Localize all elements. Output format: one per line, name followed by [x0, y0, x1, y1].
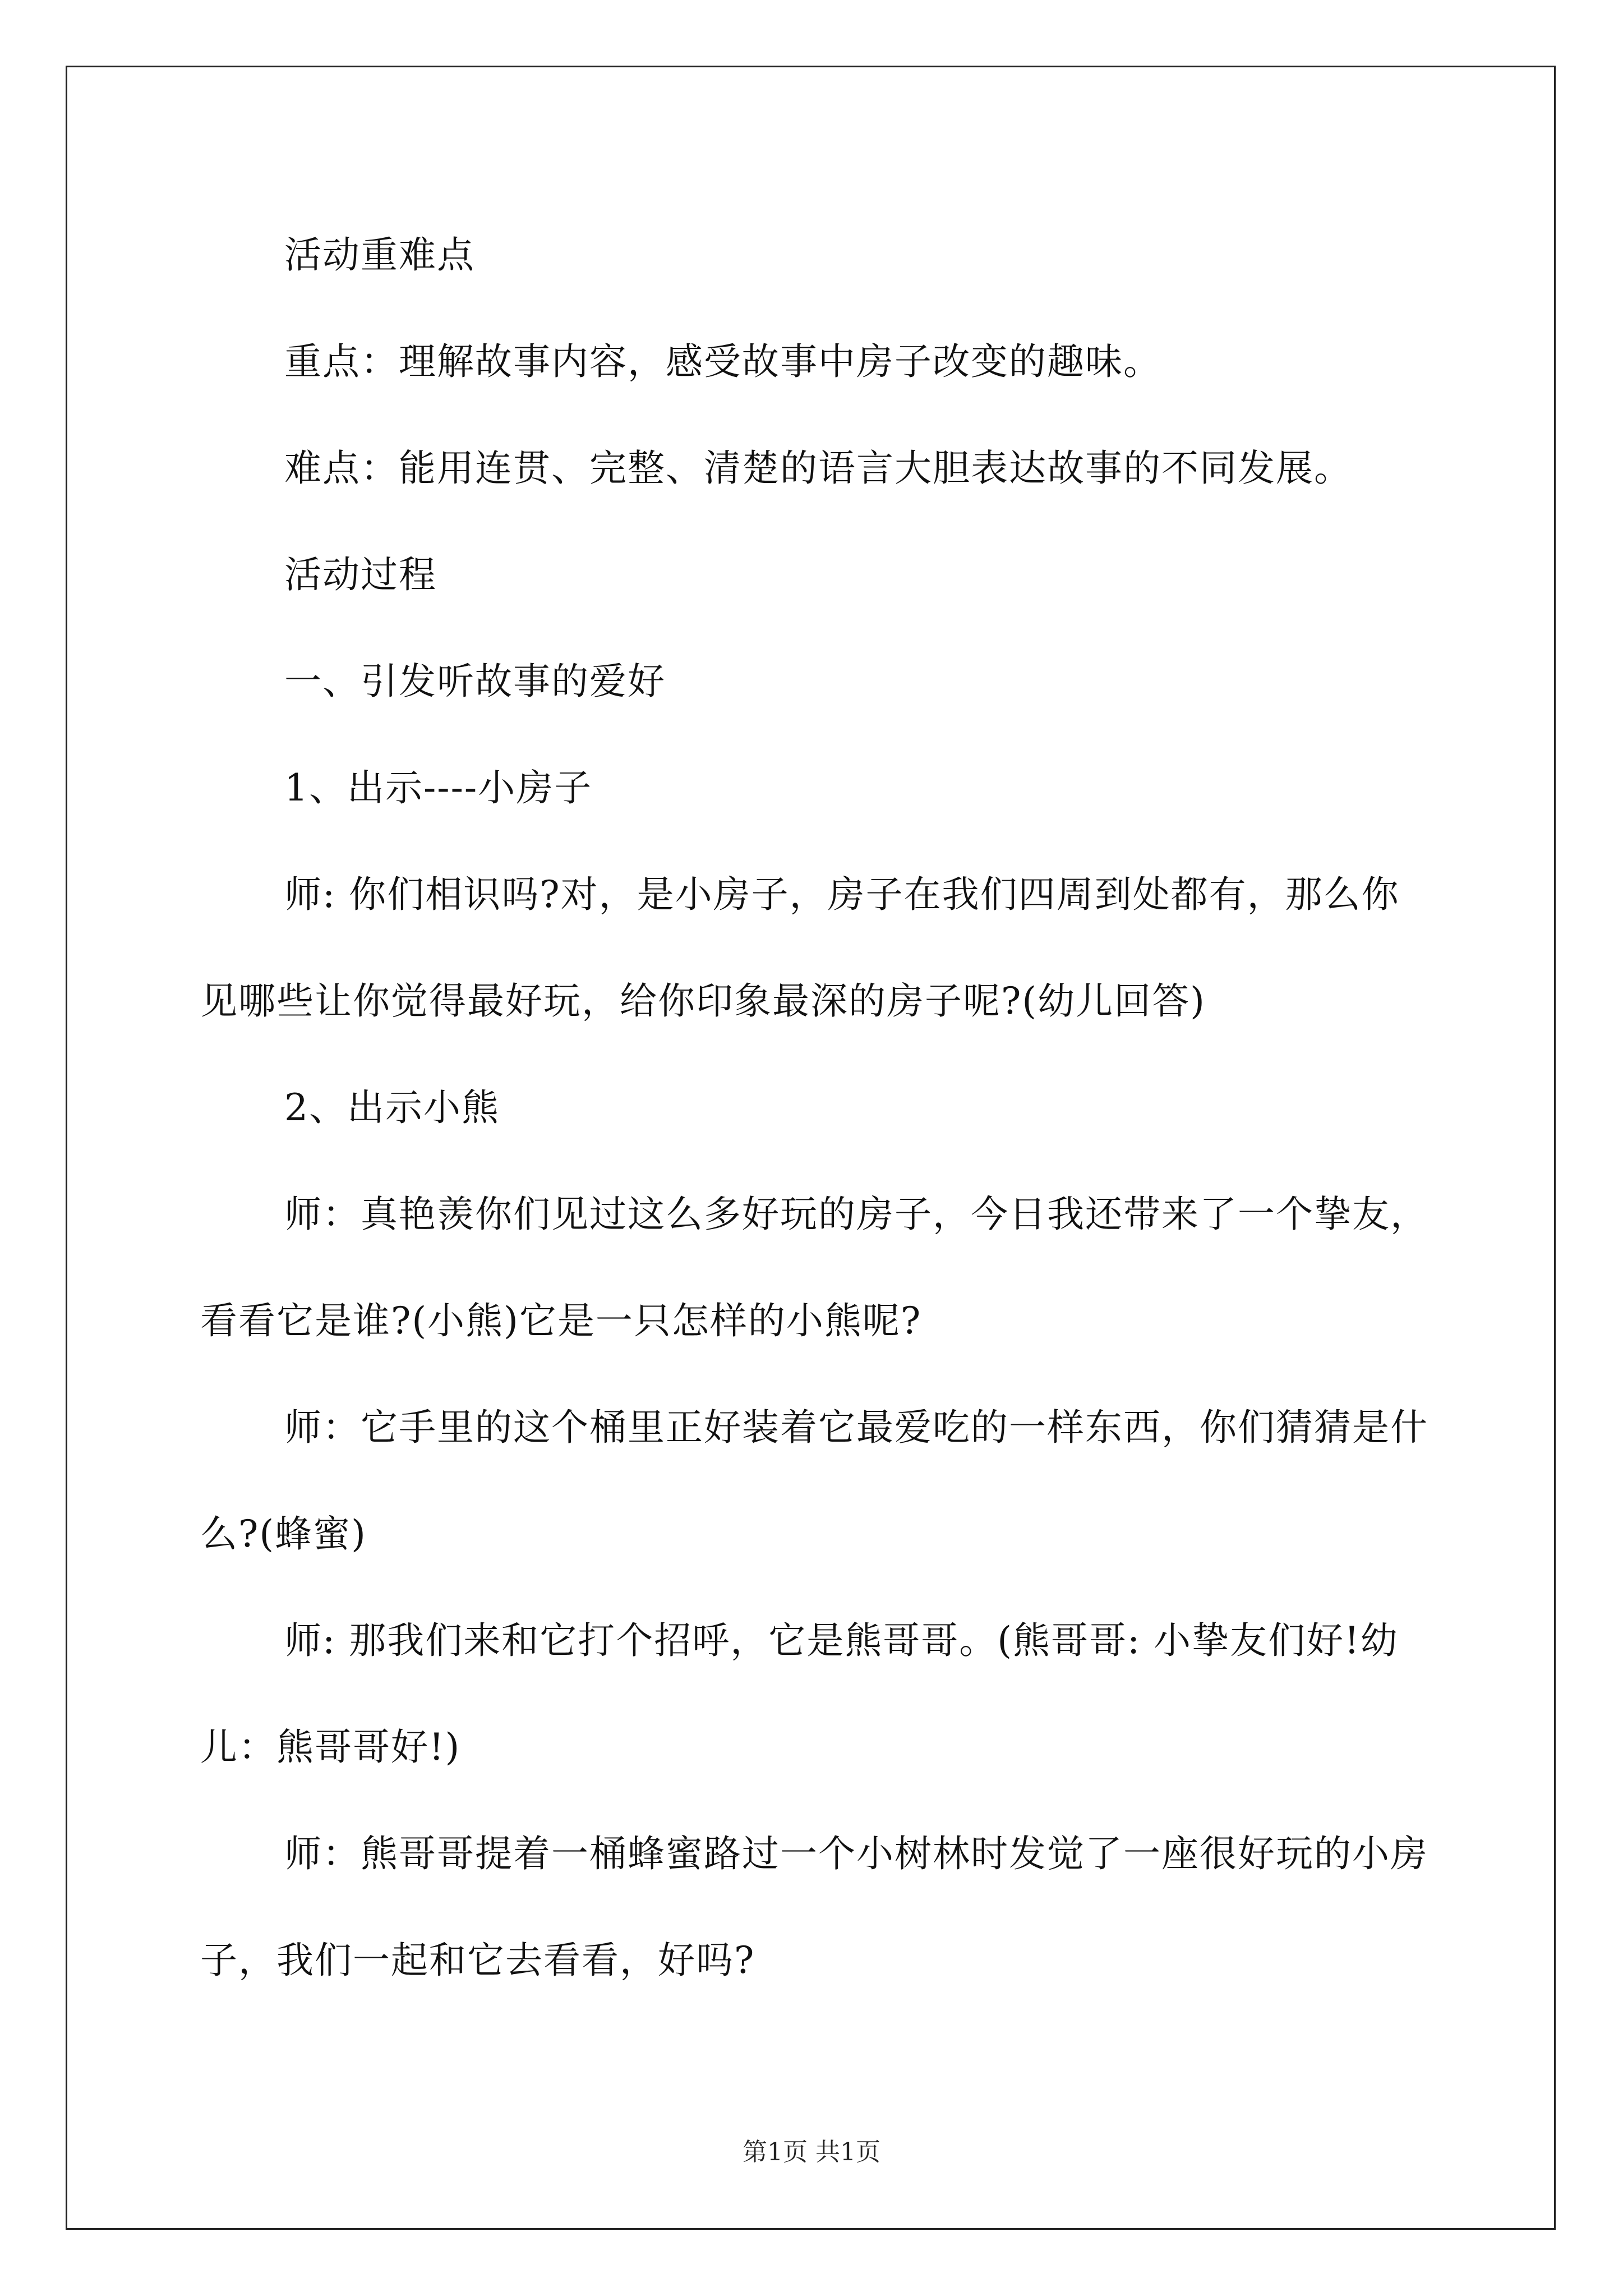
- section-heading-process: 活动过程: [284, 553, 437, 596]
- teacher-dialogue-3: 师：它手里的这个桶里正好装着它最爱吃的一样东西，你们猜猜是什么?(蜂蜜): [200, 1406, 1428, 1556]
- sub-step-1: 1、出示----小房子: [284, 766, 593, 809]
- section-heading-key-points: 活动重难点: [284, 233, 475, 277]
- step-heading-1: 一、引发听故事的爱好: [284, 660, 666, 703]
- teacher-dialogue-5: 师：熊哥哥提着一桶蜂蜜路过一个小树林时发觉了一座很好玩的小房子，我们一起和它去看看，好吗?: [200, 1832, 1428, 1982]
- teacher-dialogue-1: 师: 你们相识吗?对，是小房子，房子在我们四周到处都有，那么你见哪些让你觉得最好玩，给你印象最深的房子呢?(幼儿回答): [200, 873, 1400, 1023]
- page-number-footer: 第1页 共1页: [743, 2138, 880, 2166]
- sub-step-2: 2、出示小熊: [284, 1086, 500, 1129]
- document-body: [200, 202, 1434, 2014]
- key-point-paragraph: 重点：理解故事内容，感受故事中房子改变的趣味。: [284, 340, 1161, 383]
- teacher-dialogue-4: 师: 那我们来和它打个招呼，它是熊哥哥。(熊哥哥: 小挚友们好!幼儿：熊哥哥好!): [200, 1619, 1399, 1769]
- teacher-dialogue-2: 师：真艳羡你们见过这么多好玩的房子，今日我还带来了一个挚友，看看它是谁?(小熊)它是一只怎样的小熊呢?: [200, 1193, 1428, 1342]
- difficulty-paragraph: 难点：能用连贯、完整、清楚的语言大胆表达故事的不同发展。: [284, 447, 1352, 490]
